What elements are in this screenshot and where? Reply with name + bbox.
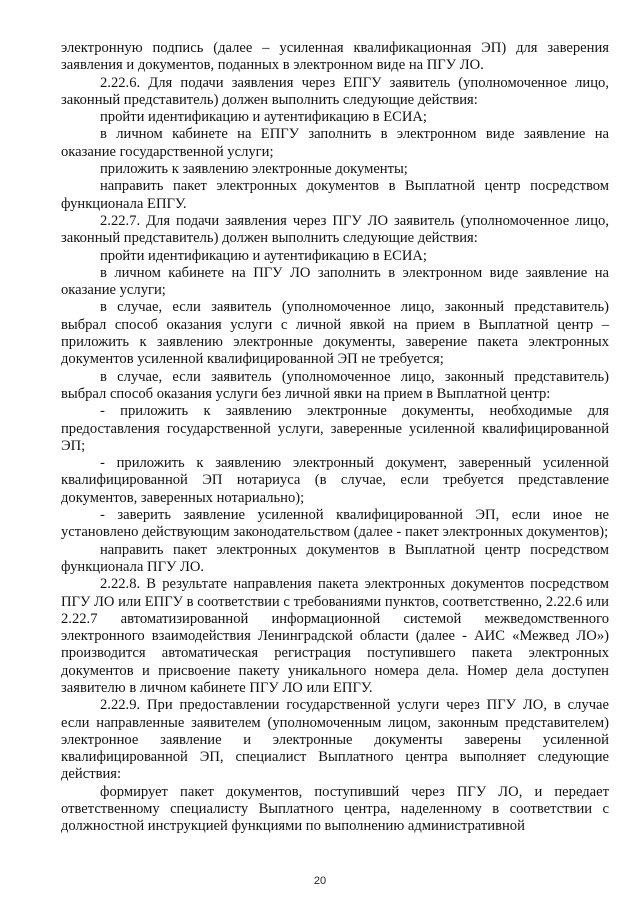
paragraph: в случае, если заявитель (уполномоченное лицо, законный представитель) выбрал способ оказания услуги без личной явки на прием в Выплатной центр: — [61, 368, 609, 402]
paragraph: электронную подпись (далее – усиленная квалификационная ЭП) для заверения заявления и документов, поданных в электронном виде на ПГУ ЛО. — [61, 40, 609, 74]
paragraph: 2.22.7. Для подачи заявления через ПГУ ЛО заявитель (уполномоченное лицо, законный представитель) должен выполнить следующие действия: — [61, 212, 609, 247]
paragraph: направить пакет электронных документов в Выплатной центр посредством функционала ПГУ ЛО. — [61, 541, 609, 575]
paragraph: - заверить заявление усиленной квалифицированной ЭП, если иное не установлено действующим законодательством (далее - пакет электронных документов); — [61, 507, 609, 541]
document-body — [61, 40, 609, 836]
paragraph: направить пакет электронных документов в Выплатной центр посредством функционала ЕПГУ. — [61, 178, 609, 212]
paragraph: пройти идентификацию и аутентификацию в ЕСИА; — [100, 247, 427, 264]
paragraph: 2.22.9. При предоставлении государственной услуги через ПГУ ЛО, в случае если направленные заявителем (уполномоченным лицом, законным представителем) электронное заявление и электронные документы заверены усиленной квалифицированной ЭП, специалист Выплатного центра выполняет следующие действия: — [61, 697, 609, 783]
paragraph: - приложить к заявлению электронные документы, необходимые для предоставления государственной услуги, заверенные усиленной квалифицированной ЭП; — [61, 403, 609, 454]
paragraph: приложить к заявлению электронные документы; — [100, 161, 408, 178]
paragraph: 2.22.8. В результате направления пакета электронных документов посредством ПГУ ЛО или ЕПГУ в соответствии с требованиями пунктов, соответственно, 2.22.6 или 2.22.7 автоматизированной информационной системой межведомственного электронного взаимодействия Ленинградской области (далее - АИС «Межвед ЛО») производится автоматическая регистрация поступившего пакета электронных документов и присвоение пакету уникального номера дела. Номер дела доступен заявителю в личном кабинете ПГУ ЛО или ЕПГУ. — [61, 576, 609, 696]
paragraph: формирует пакет документов, поступивший через ПГУ ЛО, и передает ответственному специалисту Выплатного центра, наделенному в соответствии с должностной инструкцией функциями по выполнению административной — [61, 783, 609, 835]
paragraph: - приложить к заявлению электронный документ, заверенный усиленной квалифицированной ЭП нотариуса (в случае, если требуется представление документов, заверенных нотариально); — [61, 455, 609, 506]
paragraph: 2.22.6. Для подачи заявления через ЕПГУ заявитель (уполномоченное лицо, законный представитель) должен выполнить следующие действия: — [61, 74, 609, 108]
paragraph: в личном кабинете на ЕПГУ заполнить в электронном виде заявление на оказание государственной услуги; — [61, 126, 609, 160]
paragraph: в случае, если заявитель (уполномоченное лицо, законный представитель) выбрал способ оказания услуги с личной явкой на прием в Выплатной центр – приложить к заявлению электронные документы, заверение пакета электронных документов усиленной квалифицированной ЭП не требуется; — [61, 299, 609, 368]
page-number: 20 — [313, 875, 327, 887]
paragraph: в личном кабинете на ПГУ ЛО заполнить в электронном виде заявление на оказание услуги; — [61, 264, 609, 299]
paragraph: пройти идентификацию и аутентификацию в ЕСИА; — [100, 109, 427, 126]
